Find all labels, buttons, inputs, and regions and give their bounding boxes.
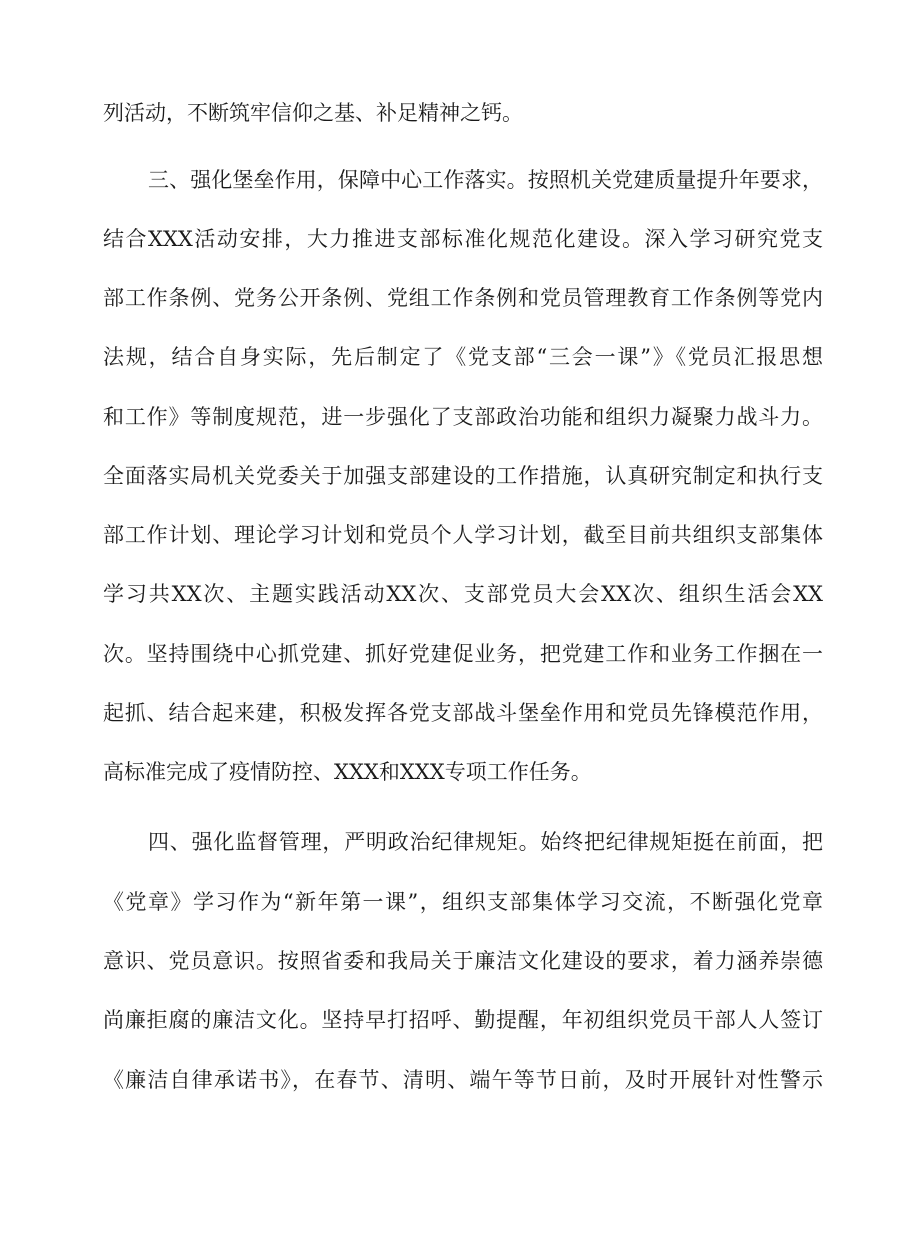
text-line: 法规，结合自身实际，先后制定了《党支部“三会一课”》《党员汇报思想 [103, 345, 823, 369]
text-line: 全面落实局机关党委关于加强支部建设的工作措施，认真研究制定和执行支 [103, 464, 823, 488]
section-heading-line: 三、强化堡垒作用，保障中心工作落实。按照机关党建质量提升年要求， [148, 168, 823, 192]
text-line: 意识、党员意识。按照省委和我局关于廉洁文化建设的要求，着力涵养崇德 [103, 949, 823, 973]
text-line: 部工作计划、理论学习计划和党员个人学习计划，截至目前共组织支部集体 [103, 523, 823, 547]
text-line: 部工作条例、党务公开条例、党组工作条例和党员管理教育工作条例等党内 [103, 286, 823, 310]
section-heading-line: 四、强化监督管理，严明政治纪律规矩。始终把纪律规矩挺在前面，把 [148, 830, 823, 854]
text-line: 结合XXX活动安排，大力推进支部标准化规范化建设。深入学习研究党支 [103, 227, 823, 251]
text-line: 高标准完成了疫情防控、XXX和XXX专项工作任务。 [103, 760, 592, 784]
text-line: 学习共XX次、主题实践活动XX次、支部党员大会XX次、组织生活会XX [103, 582, 823, 606]
text-line: 《廉洁自律承诺书》，在春节、清明、端午等节日前，及时开展针对性警示 [103, 1068, 823, 1092]
text-line: 次。坚持围绕中心抓党建、抓好党建促业务，把党建工作和业务工作捆在一 [103, 642, 823, 666]
text-line: 起抓、结合起来建，积极发挥各党支部战斗堡垒作用和党员先锋模范作用， [103, 701, 823, 725]
text-line: 尚廉拒腐的廉洁文化。坚持早打招呼、勤提醒，年初组织党员干部人人签订 [103, 1008, 823, 1032]
text-line: 《党章》学习作为“新年第一课”，组织支部集体学习交流，不断强化党章 [103, 890, 823, 914]
text-line: 和工作》等制度规范，进一步强化了支部政治功能和组织力凝聚力战斗力。 [103, 405, 823, 429]
text-line: 列活动，不断筑牢信仰之基、补足精神之钙。 [103, 101, 523, 125]
